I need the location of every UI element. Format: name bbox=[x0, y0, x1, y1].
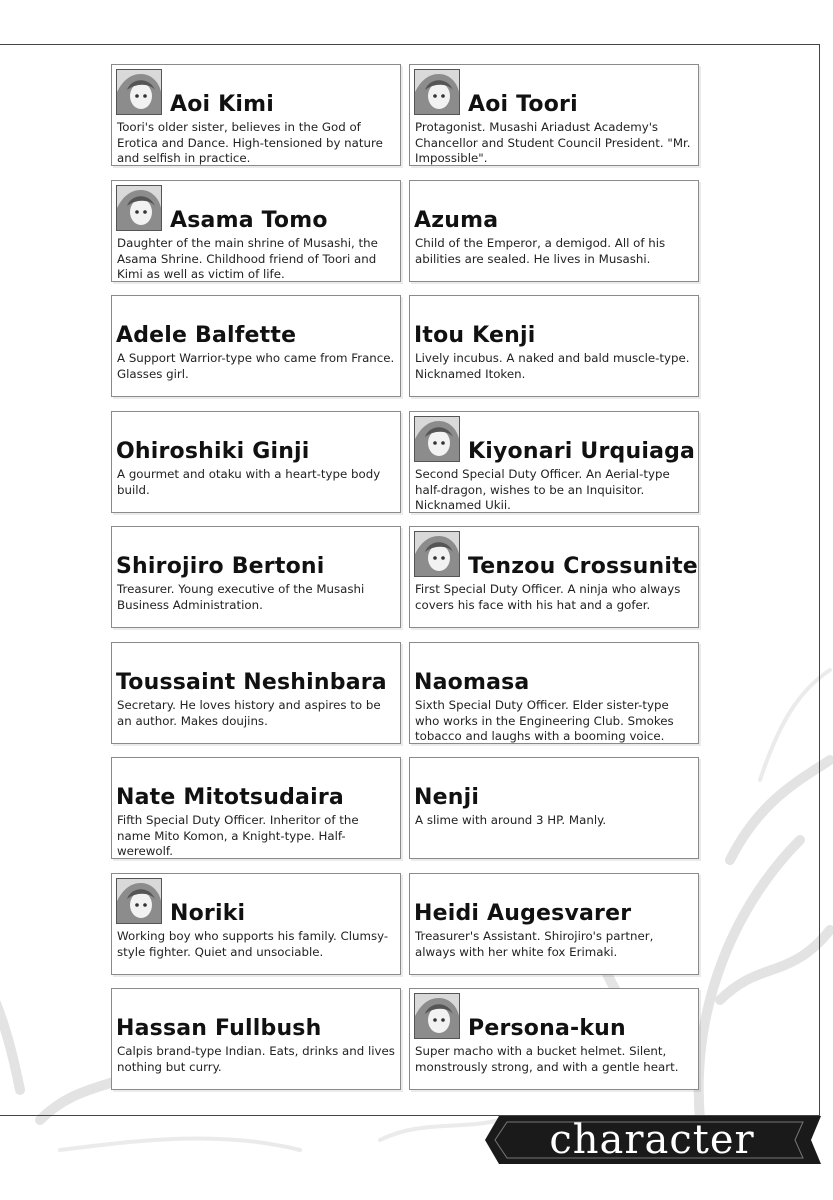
character-description: Treasurer. Young executive of the Musashi Business Administration. bbox=[117, 582, 365, 612]
character-card bbox=[111, 180, 401, 282]
character-card bbox=[409, 180, 699, 282]
character-card bbox=[409, 295, 699, 397]
character-card-header bbox=[414, 416, 694, 464]
character-portrait bbox=[116, 69, 162, 115]
character-card bbox=[409, 988, 699, 1090]
character-banner-label: character bbox=[549, 1117, 755, 1163]
character-description: Daughter of the main shrine of Musashi, the Asama Shrine. Childhood friend of Toori and Kimi as well as victim of life. bbox=[117, 236, 378, 281]
character-card bbox=[111, 988, 401, 1090]
character-name: Ohiroshiki Ginji bbox=[116, 439, 310, 464]
character-card-header bbox=[116, 69, 396, 117]
character-name: Asama Tomo bbox=[170, 208, 328, 233]
character-name: Shirojiro Bertoni bbox=[116, 554, 325, 579]
character-card-header bbox=[116, 531, 396, 579]
character-portrait bbox=[414, 416, 460, 462]
character-card bbox=[111, 642, 401, 744]
character-card bbox=[111, 757, 401, 859]
character-description: Fifth Special Duty Officer. Inheritor of the name Mito Komon, a Knight-type. Half-werewolf. bbox=[117, 813, 359, 858]
character-description: Sixth Special Duty Officer. Elder sister-type who works in the Engineering Club. Smokes tobacco and laughs with a booming voice. bbox=[415, 698, 674, 743]
character-card-header bbox=[414, 647, 694, 695]
character-name: Aoi Toori bbox=[468, 92, 578, 117]
character-card bbox=[409, 642, 699, 744]
character-card bbox=[111, 411, 401, 513]
character-description: Toori's older sister, believes in the God of Erotica and Dance. High-tensioned by nature and selfish in practice. bbox=[117, 120, 383, 165]
character-description: Lively incubus. A naked and bald muscle-type. Nicknamed Itoken. bbox=[415, 351, 690, 381]
character-portrait bbox=[116, 185, 162, 231]
character-card-header bbox=[414, 69, 694, 117]
character-portrait bbox=[414, 69, 460, 115]
character-description: Protagonist. Musashi Ariadust Academy's Chancellor and Student Council President. "Mr. Impossible". bbox=[415, 120, 691, 165]
character-card bbox=[111, 64, 401, 166]
character-card bbox=[409, 411, 699, 513]
character-card bbox=[111, 526, 401, 628]
character-card-header bbox=[414, 878, 694, 926]
character-name: Toussaint Neshinbara bbox=[116, 670, 387, 695]
character-name: Persona-kun bbox=[468, 1016, 626, 1041]
character-card-header bbox=[116, 762, 396, 810]
character-description: Calpis brand-type Indian. Eats, drinks and lives nothing but curry. bbox=[117, 1044, 395, 1074]
character-name: Adele Balfette bbox=[116, 323, 297, 348]
character-portrait bbox=[414, 993, 460, 1039]
character-name: Kiyonari Urquiaga bbox=[468, 439, 696, 464]
character-description: First Special Duty Officer. A ninja who always covers his face with his hat and a gofer. bbox=[415, 582, 681, 612]
character-portrait bbox=[414, 531, 460, 577]
character-name: Azuma bbox=[414, 208, 499, 233]
character-description: Second Special Duty Officer. An Aerial-type half-dragon, wishes to be an Inquisitor. Nicknamed Ukii. bbox=[415, 467, 670, 512]
character-card-header bbox=[116, 416, 396, 464]
character-description: A gourmet and otaku with a heart-type body build. bbox=[117, 467, 381, 497]
character-name: Hassan Fullbush bbox=[116, 1016, 322, 1041]
character-card bbox=[111, 295, 401, 397]
character-card-header bbox=[414, 531, 698, 579]
character-description: Secretary. He loves history and aspires to be an author. Makes doujins. bbox=[117, 698, 381, 728]
character-card bbox=[409, 757, 699, 859]
character-card-header bbox=[116, 647, 396, 695]
character-card bbox=[111, 873, 401, 975]
character-description: Working boy who supports his family. Clumsy-style fighter. Quiet and unsociable. bbox=[117, 929, 389, 959]
character-description: Treasurer's Assistant. Shirojiro's partner, always with her white fox Erimaki. bbox=[415, 929, 654, 959]
character-name: Noriki bbox=[170, 901, 246, 926]
character-card bbox=[409, 873, 699, 975]
character-description: A Support Warrior-type who came from France. Glasses girl. bbox=[117, 351, 395, 381]
character-card-header bbox=[116, 185, 396, 233]
character-card-header bbox=[116, 993, 396, 1041]
character-name: Tenzou Crossunite bbox=[468, 554, 698, 579]
character-name: Aoi Kimi bbox=[170, 92, 274, 117]
character-card-header bbox=[414, 185, 694, 233]
character-card-header bbox=[414, 762, 694, 810]
character-card-header bbox=[414, 300, 694, 348]
character-card-header bbox=[116, 878, 396, 926]
character-card-header bbox=[414, 993, 694, 1041]
character-name: Nate Mitotsudaira bbox=[116, 785, 344, 810]
character-description: A slime with around 3 HP. Manly. bbox=[415, 813, 607, 827]
character-card-header bbox=[116, 300, 396, 348]
character-name: Naomasa bbox=[414, 670, 530, 695]
character-description: Super macho with a bucket helmet. Silent, monstrously strong, and with a gentle heart. bbox=[415, 1044, 679, 1074]
character-card bbox=[409, 526, 699, 628]
character-portrait bbox=[116, 878, 162, 924]
character-name: Heidi Augesvarer bbox=[414, 901, 632, 926]
character-description: Child of the Emperor, a demigod. All of his abilities are sealed. He lives in Musashi. bbox=[415, 236, 666, 266]
character-name: Nenji bbox=[414, 785, 480, 810]
character-card bbox=[409, 64, 699, 166]
character-name: Itou Kenji bbox=[414, 323, 536, 348]
